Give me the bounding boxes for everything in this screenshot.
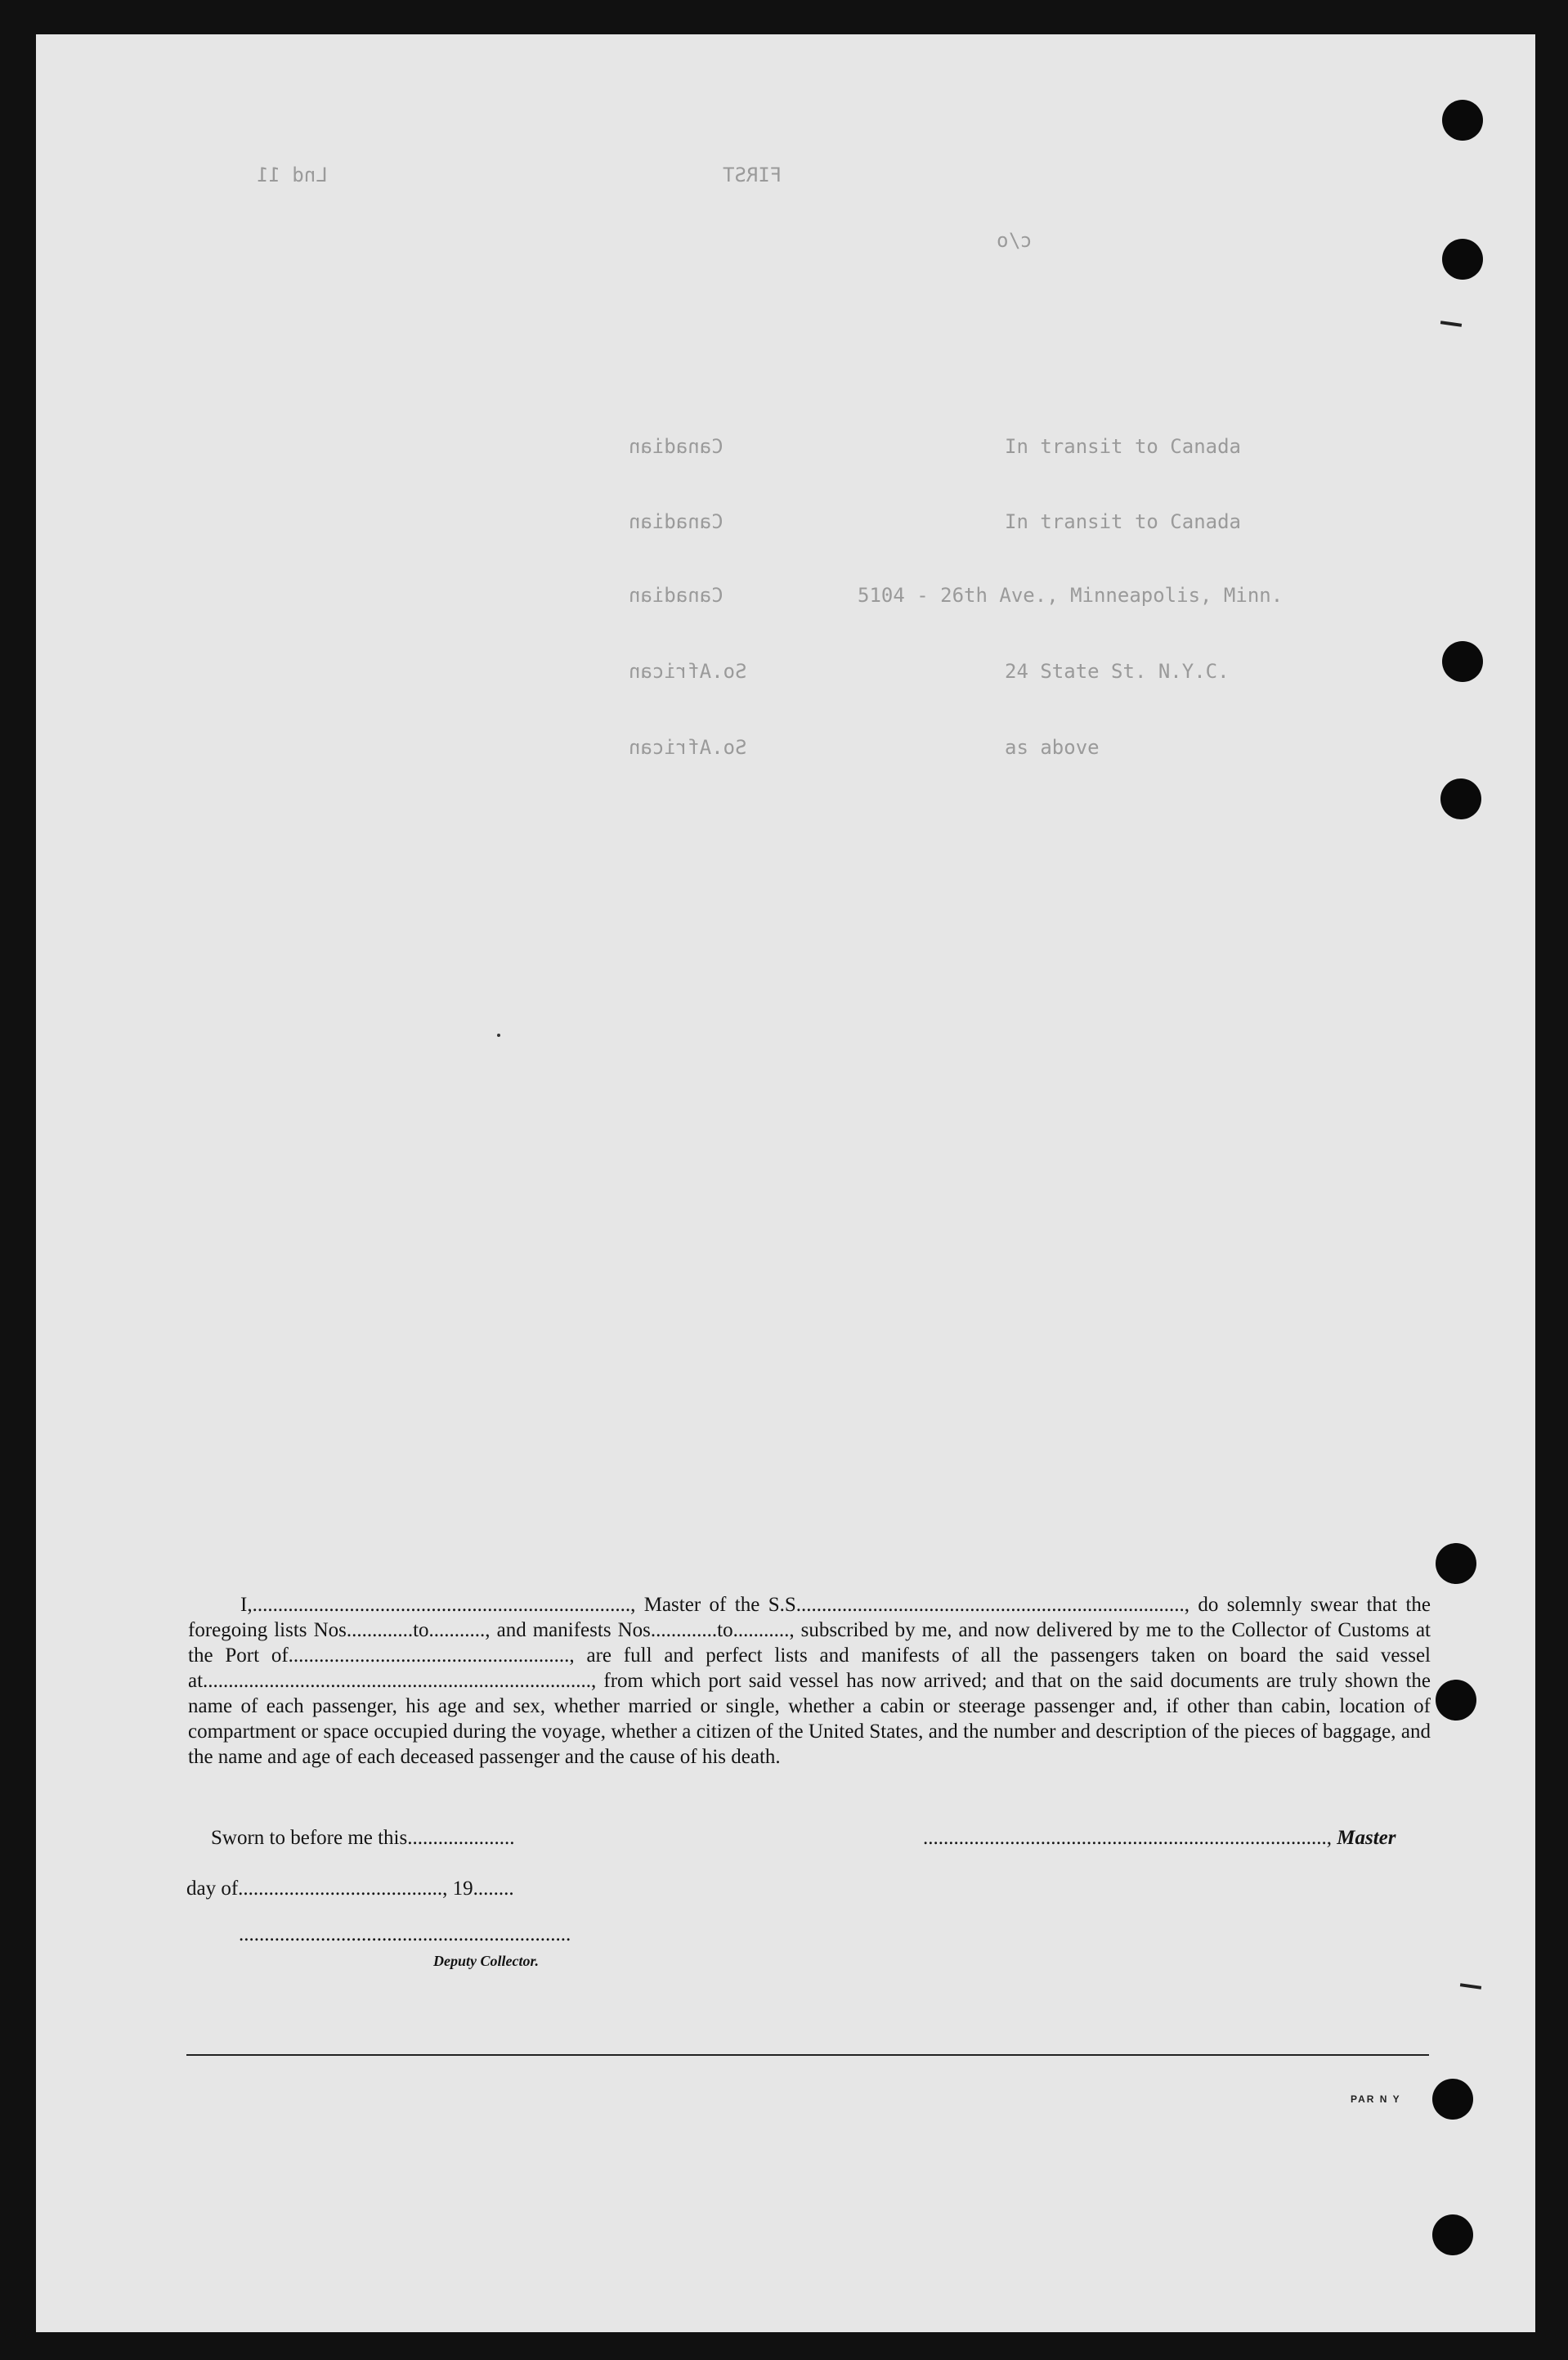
speck [497,1034,500,1037]
entry-address-5: as above [1005,736,1100,759]
punch-hole [1442,239,1483,280]
punch-hole [1436,1680,1476,1721]
master-signature-dots: ..............................................................................., [923,1827,1332,1849]
margin-mark [1440,321,1462,327]
entry-address-3: 5104 - 26th Ave., Minneapolis, Minn. [858,584,1284,607]
entry-nationality-5: So.African [629,736,747,759]
header-left-text: Lnd 11 [257,164,328,186]
header-class-text: FIRST [723,164,782,186]
header-ref-text: c/o [997,229,1033,252]
entry-nationality-1: Canadian [629,435,724,458]
master-oath [188,1592,1431,1770]
punch-hole [1442,641,1483,682]
entry-nationality-2: Canadian [629,510,724,533]
punch-hole [1432,2079,1473,2120]
bottom-rule [186,2054,1429,2056]
punch-hole [1442,100,1483,141]
entry-address-4: 24 State St. N.Y.C. [1005,660,1230,683]
sworn-before-line: Sworn to before me this..................... [211,1827,515,1849]
punch-hole [1432,2214,1473,2255]
entry-address-1: In transit to Canada [1005,435,1241,458]
day-of-line: day of........................................, 19........ [186,1878,514,1900]
printer-mark: PAR N Y [1351,2093,1401,2105]
entry-nationality-4: So.African [629,660,747,683]
punch-hole [1436,1543,1476,1584]
entry-nationality-3: Canadian [629,584,724,607]
margin-mark [1460,1983,1481,1990]
manifest-page [36,34,1535,2332]
master-signature-line [923,1827,1396,1850]
deputy-collector-label: Deputy Collector. [433,1953,539,1969]
oath-text: I,.........................................................................., Master of the S.S............................................................................, do solemnly swear that the foregoing lists Nos.............to..........., and manifests Nos.............to..........., subscribed by me, and now delivered by me to the Collector of Customs at the Port of......................................................., are full and perfect lists and manifests of all the passengers taken on board the said vessel at............................................................................, from which port said vessel has now arrived; and that on the said documents are truly shown the name of each passenger, his age and sex, whether married or single, whether a cabin or steerage passenger and, if other than cabin, location of compartment or space occupied during the voyage, whether a citizen of the United States, and the number and description of the pieces of baggage, and the name and age of each deceased passenger and the cause of his death. [188,1594,1431,1768]
master-label: Master [1337,1827,1396,1849]
entry-address-2: In transit to Canada [1005,510,1241,533]
deputy-signature-dots: ................................................................. [239,1923,571,1945]
punch-hole [1440,778,1481,819]
